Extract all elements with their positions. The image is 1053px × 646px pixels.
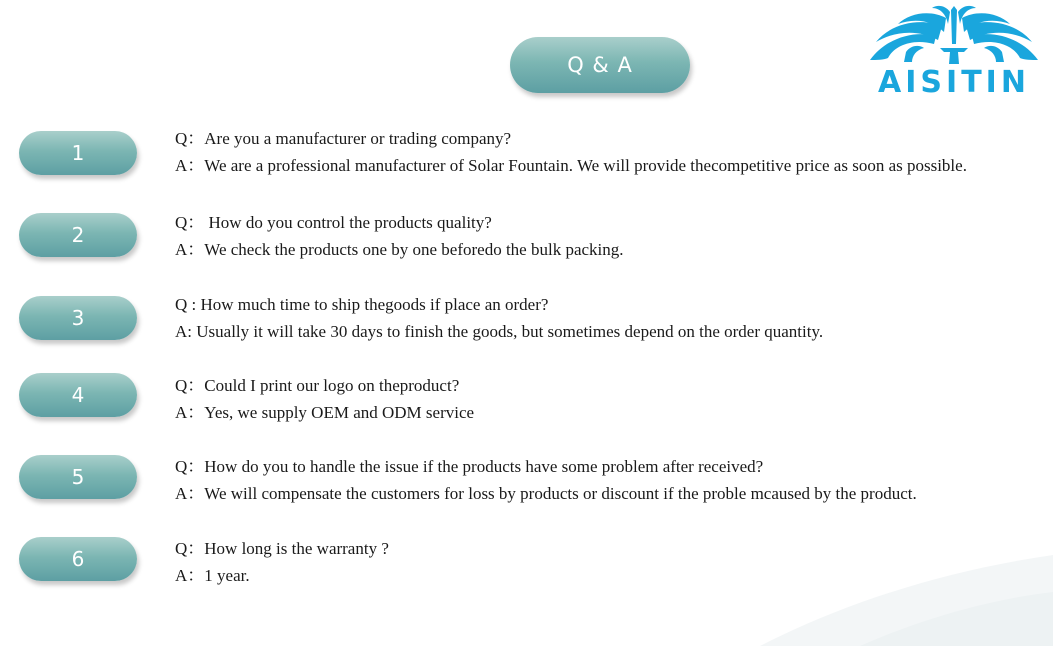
number-badge	[19, 455, 137, 499]
qa-item-6	[0, 537, 1053, 597]
answer-text: A：We are a professional manufacturer of Solar Fountain. We will provide thecompetitive price as soon as possible.	[175, 156, 967, 175]
qa-text	[175, 125, 967, 179]
qa-item-5	[0, 455, 1053, 515]
qa-text	[175, 209, 624, 263]
question-text: Q：Are you a manufacturer or trading company?	[175, 129, 512, 148]
answer-text: A：We check the products one by one beforedo the bulk packing.	[175, 240, 624, 259]
qa-text	[175, 453, 917, 507]
number-label: 2	[71, 223, 85, 247]
number-badge	[19, 373, 137, 417]
question-text: Q : How much time to ship thegoods if place an order?	[175, 295, 549, 314]
question-text: Q：How do you to handle the issue if the products have some problem after received?	[175, 457, 764, 476]
number-label: 6	[71, 547, 85, 571]
qa-text	[175, 535, 389, 589]
qa-item-2	[0, 213, 1053, 273]
number-label: 5	[71, 465, 85, 489]
fountain-icon	[866, 4, 1042, 70]
qa-text	[175, 291, 823, 345]
number-label: 3	[71, 306, 85, 330]
question-text: Q：Could I print our logo on theproduct?	[175, 376, 460, 395]
aisitin-logo	[866, 4, 1042, 100]
question-text: Q： How do you control the products quality?	[175, 213, 492, 232]
answer-text: A：Yes, we supply OEM and ODM service	[175, 403, 475, 422]
qa-title	[510, 37, 690, 93]
qa-item-3	[0, 296, 1053, 356]
qa-item-1	[0, 131, 1053, 191]
number-badge	[19, 296, 137, 340]
number-label: 4	[71, 383, 85, 407]
answer-text: A: Usually it will take 30 days to finish the goods, but sometimes depend on the order quantity.	[175, 322, 824, 341]
number-badge	[19, 537, 137, 581]
question-text: Q：How long is the warranty ?	[175, 539, 389, 558]
number-badge	[19, 131, 137, 175]
number-badge	[19, 213, 137, 257]
answer-text: A：We will compensate the customers for loss by products or discount if the proble mcaused by the product.	[175, 484, 917, 503]
answer-text: A：1 year.	[175, 566, 250, 585]
logo-text: AISITIN	[878, 65, 1030, 100]
qa-item-4	[0, 373, 1053, 433]
number-label: 1	[71, 141, 85, 165]
qa-text	[175, 372, 474, 426]
qa-title-label: Q & A	[567, 53, 633, 77]
